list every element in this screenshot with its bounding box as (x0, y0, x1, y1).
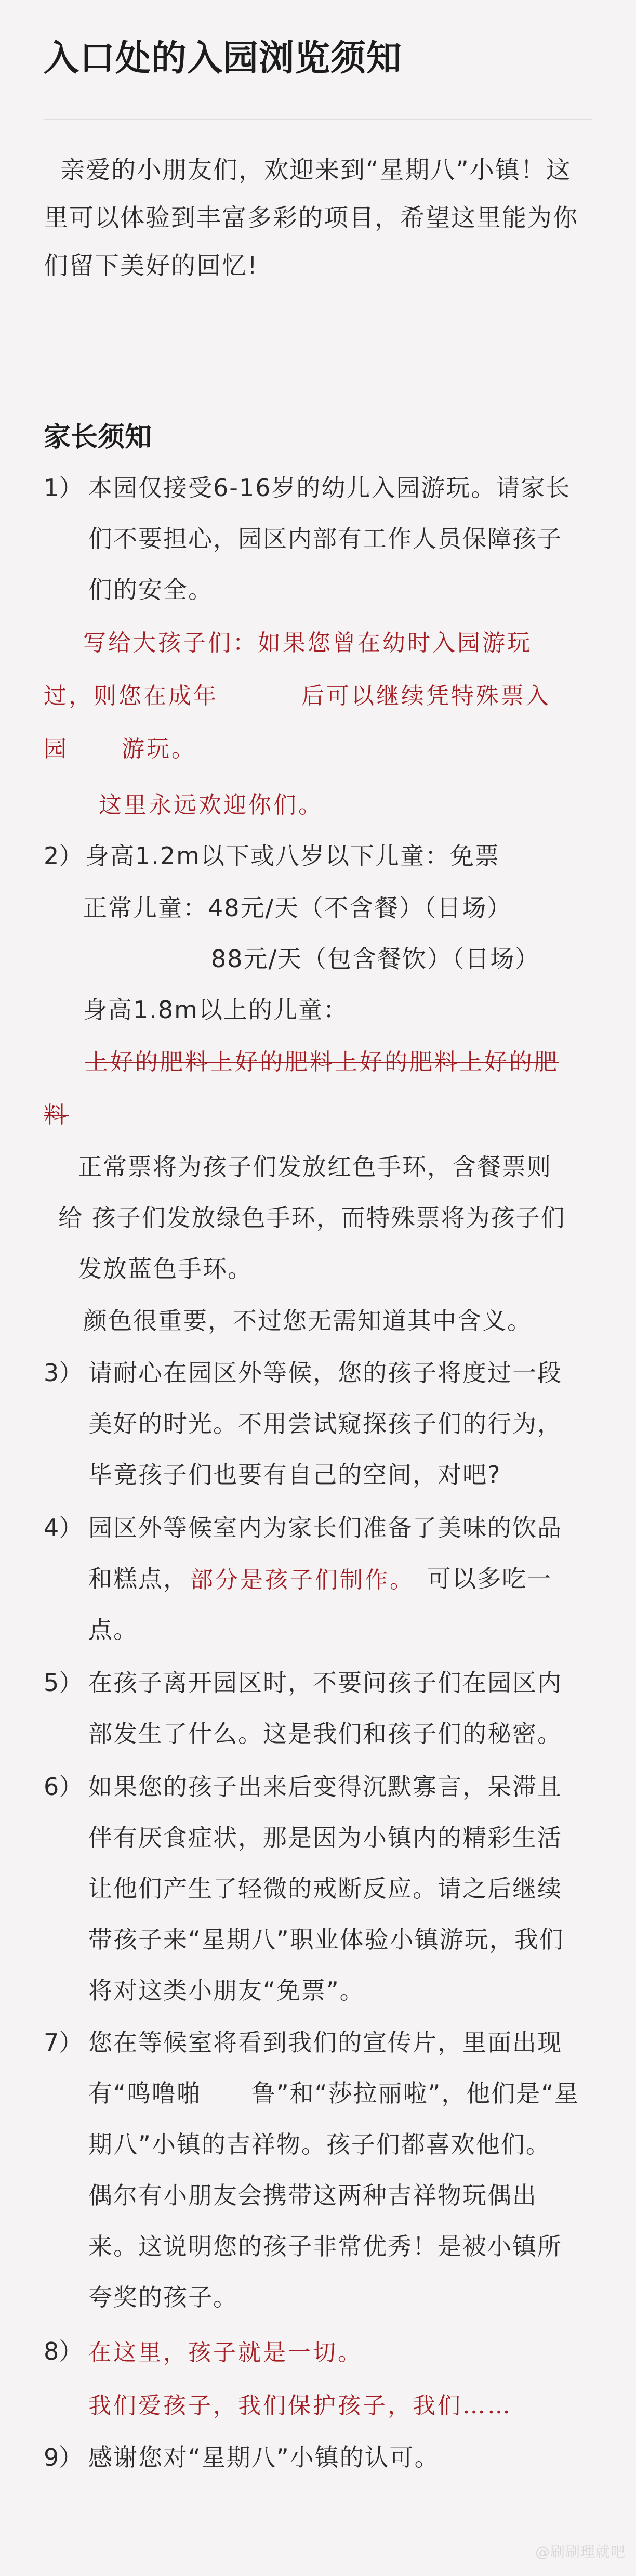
item-6-line: 如果您的孩子出来后变得沉默寡言，呆滞且 (88, 1773, 562, 1801)
item-4-line: 和糕点， (88, 1565, 188, 1593)
item-3-line: 毕竟孩子们也要有自己的空间，对吧? (88, 1461, 501, 1489)
note-to-older-children: 后可以继续凭特殊票入 (301, 683, 551, 709)
title-divider (44, 119, 592, 120)
note-to-older-children: 过，则您在成年 (44, 683, 218, 709)
note-to-older-children: 这里永远欢迎你们。 (99, 792, 323, 818)
intro-line: 里可以体验到丰富多彩的项目，希望这里能为你 (44, 204, 578, 232)
item-2-line: 发放蓝色手环。 (78, 1255, 253, 1283)
item-number: 1） (44, 474, 83, 502)
item-number: 2） (44, 842, 83, 870)
item-2-line: 88元/天（包含餐饮）（日场） (211, 945, 540, 973)
item-number: 7） (44, 2028, 83, 2057)
item-number: 3） (44, 1359, 83, 1387)
item-7-line: 来。这说明您的孩子非常优秀！是被小镇所 (88, 2232, 562, 2260)
strikethrough-text: 料 (44, 1102, 69, 1128)
item-1-line: 本园仅接受6-16岁的幼儿入园游玩。请家长 (88, 474, 571, 502)
intro-line: 亲爱的小朋友们，欢迎来到“星期八”小镇！这 (60, 156, 572, 185)
item-2-line: 身高1.2m以下或八岁以下儿童：免票 (85, 842, 500, 870)
item-number: 9） (44, 2443, 83, 2471)
red-highlight-text: 在这里，孩子就是一切。 (88, 2339, 363, 2366)
item-6-line: 伴有厌食症状，那是因为小镇内的精彩生活 (88, 1824, 562, 1852)
item-7-line: 您在等候室将看到我们的宣传片，里面出现 (88, 2028, 562, 2057)
item-4-line: 园区外等候室内为家长们准备了美味的饮品 (88, 1514, 562, 1542)
item-2-line: 正常儿童：48元/天（不含餐）（日场） (83, 894, 512, 922)
note-to-older-children: 游玩。 (122, 736, 196, 762)
red-highlight-text: 部分是孩子们制作。 (190, 1567, 415, 1593)
item-5-line: 在孩子离开园区时，不要问孩子们在园区内 (88, 1669, 562, 1697)
item-7-line: 期八”小镇的吉祥物。孩子们都喜欢他们。 (88, 2130, 551, 2158)
item-7-line: 夸奖的孩子。 (88, 2283, 238, 2311)
note-to-older-children: 写给大孩子们：如果您曾在幼时入园游玩 (83, 630, 532, 656)
item-6-line: 将对这类小朋友“免票”。 (88, 1976, 365, 2005)
item-1-line: 们不要担心，园区内部有工作人员保障孩子 (88, 525, 562, 553)
item-4-line: 点。 (88, 1616, 138, 1644)
item-7-line: 有“鸣噜啪 鲁”和“莎拉丽啦”，他们是“星 (88, 2079, 580, 2107)
item-6-line: 带孩子来“星期八”职业体验小镇游玩，我们 (88, 1926, 564, 1954)
item-number: 8） (44, 2337, 83, 2365)
item-6-line: 让他们产生了轻微的戒断反应。请之后继续 (88, 1875, 562, 1903)
watermark: @刷刷理就吧 (535, 2543, 626, 2560)
item-5-line: 部发生了什么。这是我们和孩子们的秘密。 (88, 1720, 562, 1748)
item-number: 4） (44, 1514, 83, 1542)
item-3-line: 请耐心在园区外等候，您的孩子将度过一段 (88, 1359, 562, 1387)
item-1-line: 们的安全。 (88, 576, 213, 604)
red-highlight-text: 我们爱孩子，我们保护孩子，我们…… (88, 2392, 512, 2419)
item-3-line: 美好的时光。不用尝试窥探孩子们的行为， (88, 1410, 562, 1438)
item-9-line: 感谢您对“星期八”小镇的认可。 (88, 2443, 440, 2471)
item-2-line: 身高1.8m以上的儿童： (83, 996, 348, 1024)
page-title: 入口处的入园浏览须知 (44, 38, 403, 79)
item-number: 5） (44, 1669, 83, 1697)
section-heading: 家长须知 (44, 422, 152, 453)
intro-line: 们留下美好的回忆! (44, 252, 258, 280)
item-number: 6） (44, 1773, 83, 1801)
item-2-line: 给 孩子们发放绿色手环，而特殊票将为孩子们 (58, 1204, 566, 1232)
strikethrough-text: 上好的肥料上好的肥料上好的肥料上好的肥 (85, 1049, 559, 1075)
item-2-line: 正常票将为孩子们发放红色手环，含餐票则 (78, 1153, 552, 1181)
item-2-line: 颜色很重要，不过您无需知道其中含义。 (83, 1307, 532, 1335)
item-4-line: 可以多吃一 (427, 1565, 552, 1593)
item-7-line: 偶尔有小朋友会携带这两种吉祥物玩偶出 (88, 2181, 537, 2209)
note-to-older-children: 园 (44, 736, 69, 762)
